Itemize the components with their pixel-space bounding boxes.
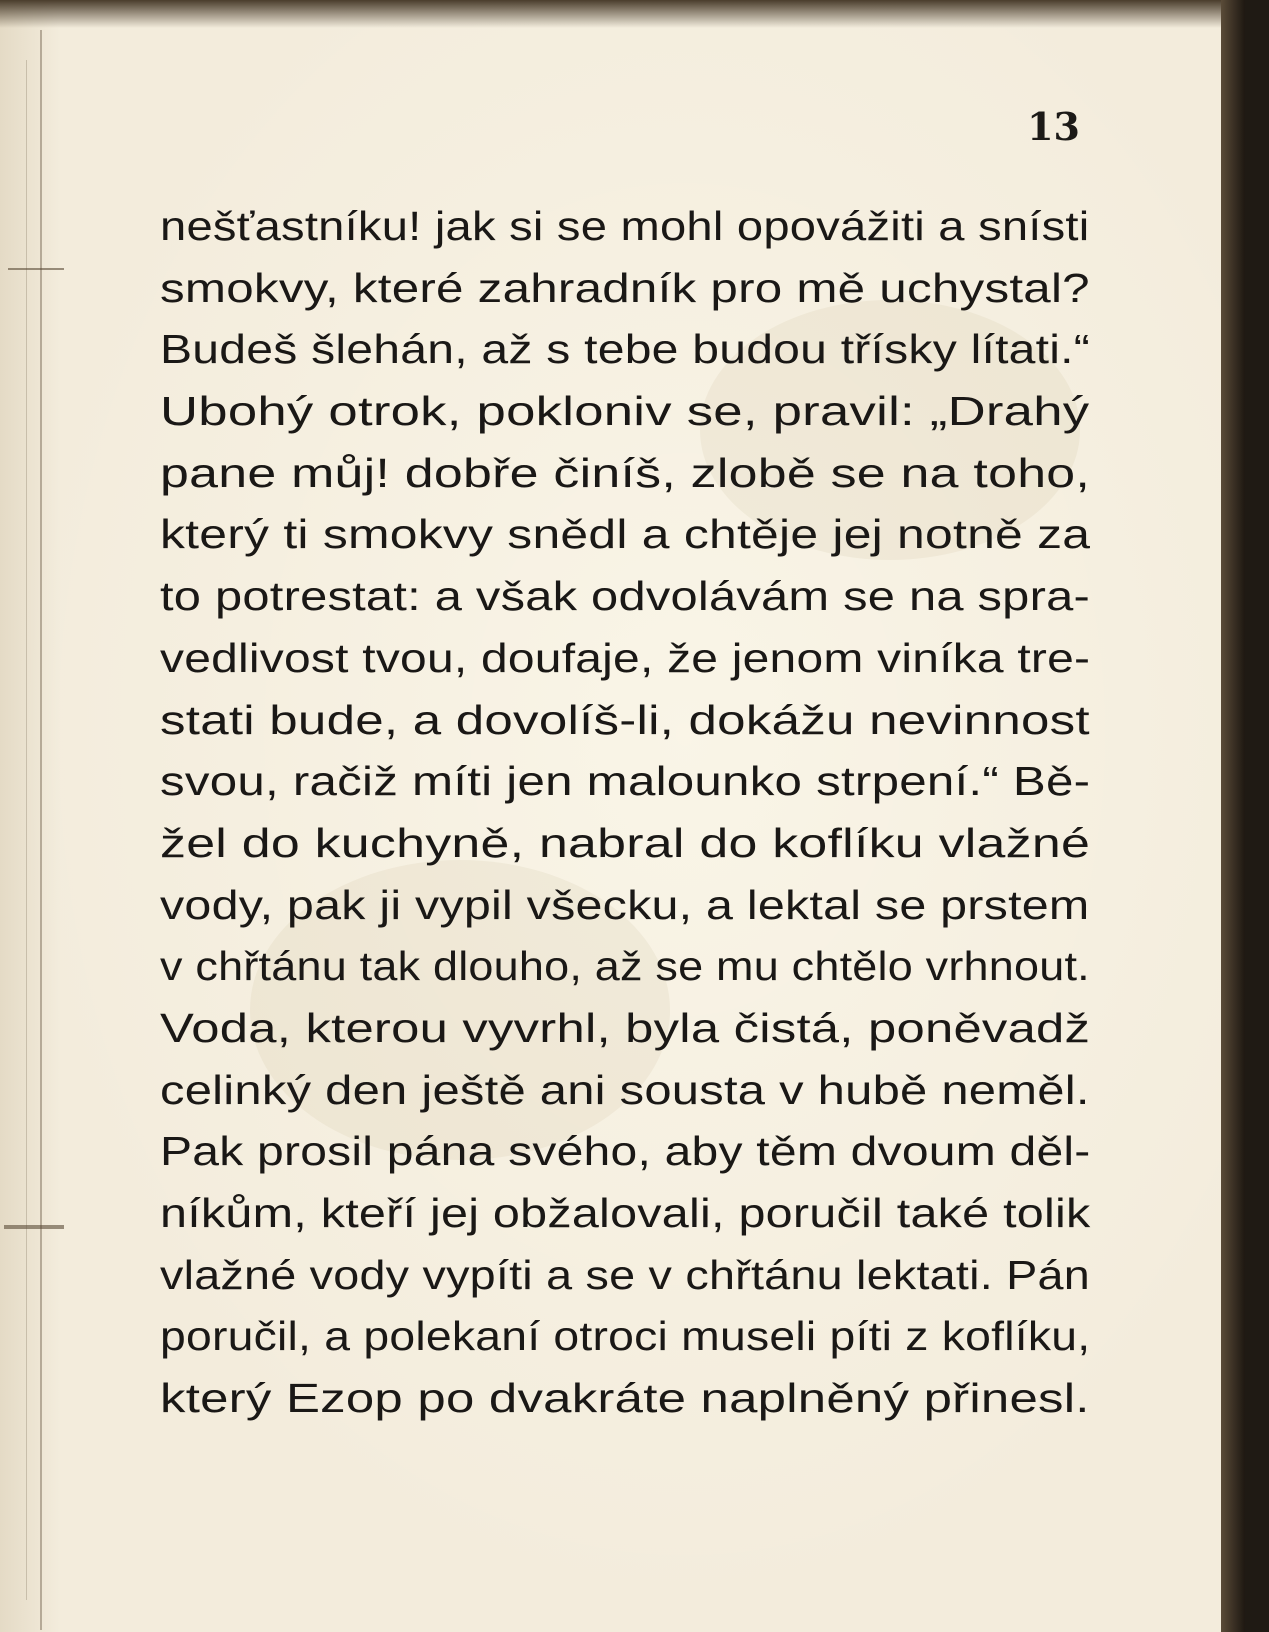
text-line: Budeš šlehán, až s tebe budou třísky lítati.“ [160, 326, 1091, 373]
text-line: pane můj! dobře činíš, zlobě se na toho, [160, 449, 1091, 496]
text-line: vedlivost tvou, doufaje, že jenom viníka tre- [160, 634, 1091, 681]
body-text [160, 196, 1090, 1430]
page-top-shadow [0, 0, 1245, 28]
page-edge-shadow [1221, 0, 1245, 1632]
text-line: vody, pak ji vypil všecku, a lektal se prstem [160, 881, 1090, 928]
binding-tick-top [8, 268, 64, 270]
text-line: smokvy, které zahradník pro mě uchystal? [160, 264, 1090, 311]
text-line: stati bude, a dovolíš-li, dokážu nevinnost [160, 696, 1090, 743]
binding-tick-bottom [4, 1225, 64, 1229]
text-line: v chřtánu tak dlouho, až se mu chtělo vrhnout. [160, 943, 1090, 990]
page-number: 13 [1027, 104, 1080, 149]
text-line: Pak prosil pána svého, aby těm dvoum děl- [160, 1128, 1091, 1175]
text-line: vlažné vody vypíti a se v chřtánu lektati. Pán [160, 1251, 1090, 1298]
text-line: žel do kuchyně, nabral do koflíku vlažné [160, 819, 1091, 866]
binding-line-outer [26, 60, 27, 1600]
text-line: to potrestat: a však odvolávám se na spra- [160, 573, 1090, 620]
text-line: poručil, a polekaní otroci museli píti z koflíku, [160, 1313, 1091, 1360]
text-line: který Ezop po dvakráte naplněný přinesl. [160, 1375, 1090, 1422]
text-line: který ti smokvy snědl a chtěje jej notně za [160, 511, 1091, 558]
text-line: níkům, kteří jej obžalovali, poručil také tolik [160, 1190, 1091, 1236]
text-line: celinký den ještě ani sousta v hubě neměl. [160, 1066, 1090, 1113]
binding-line [40, 30, 42, 1630]
text-line: nešťastníku! jak si se mohl opovážiti a snísti [160, 203, 1090, 249]
text-line: svou, račiž míti jen malounko strpení.“ Bě- [160, 758, 1091, 805]
text-line: Voda, kterou vyvrhl, byla čistá, poněvadž [160, 1004, 1091, 1051]
text-line: Ubohý otrok, pokloniv se, pravil: „Drahý [160, 388, 1090, 435]
